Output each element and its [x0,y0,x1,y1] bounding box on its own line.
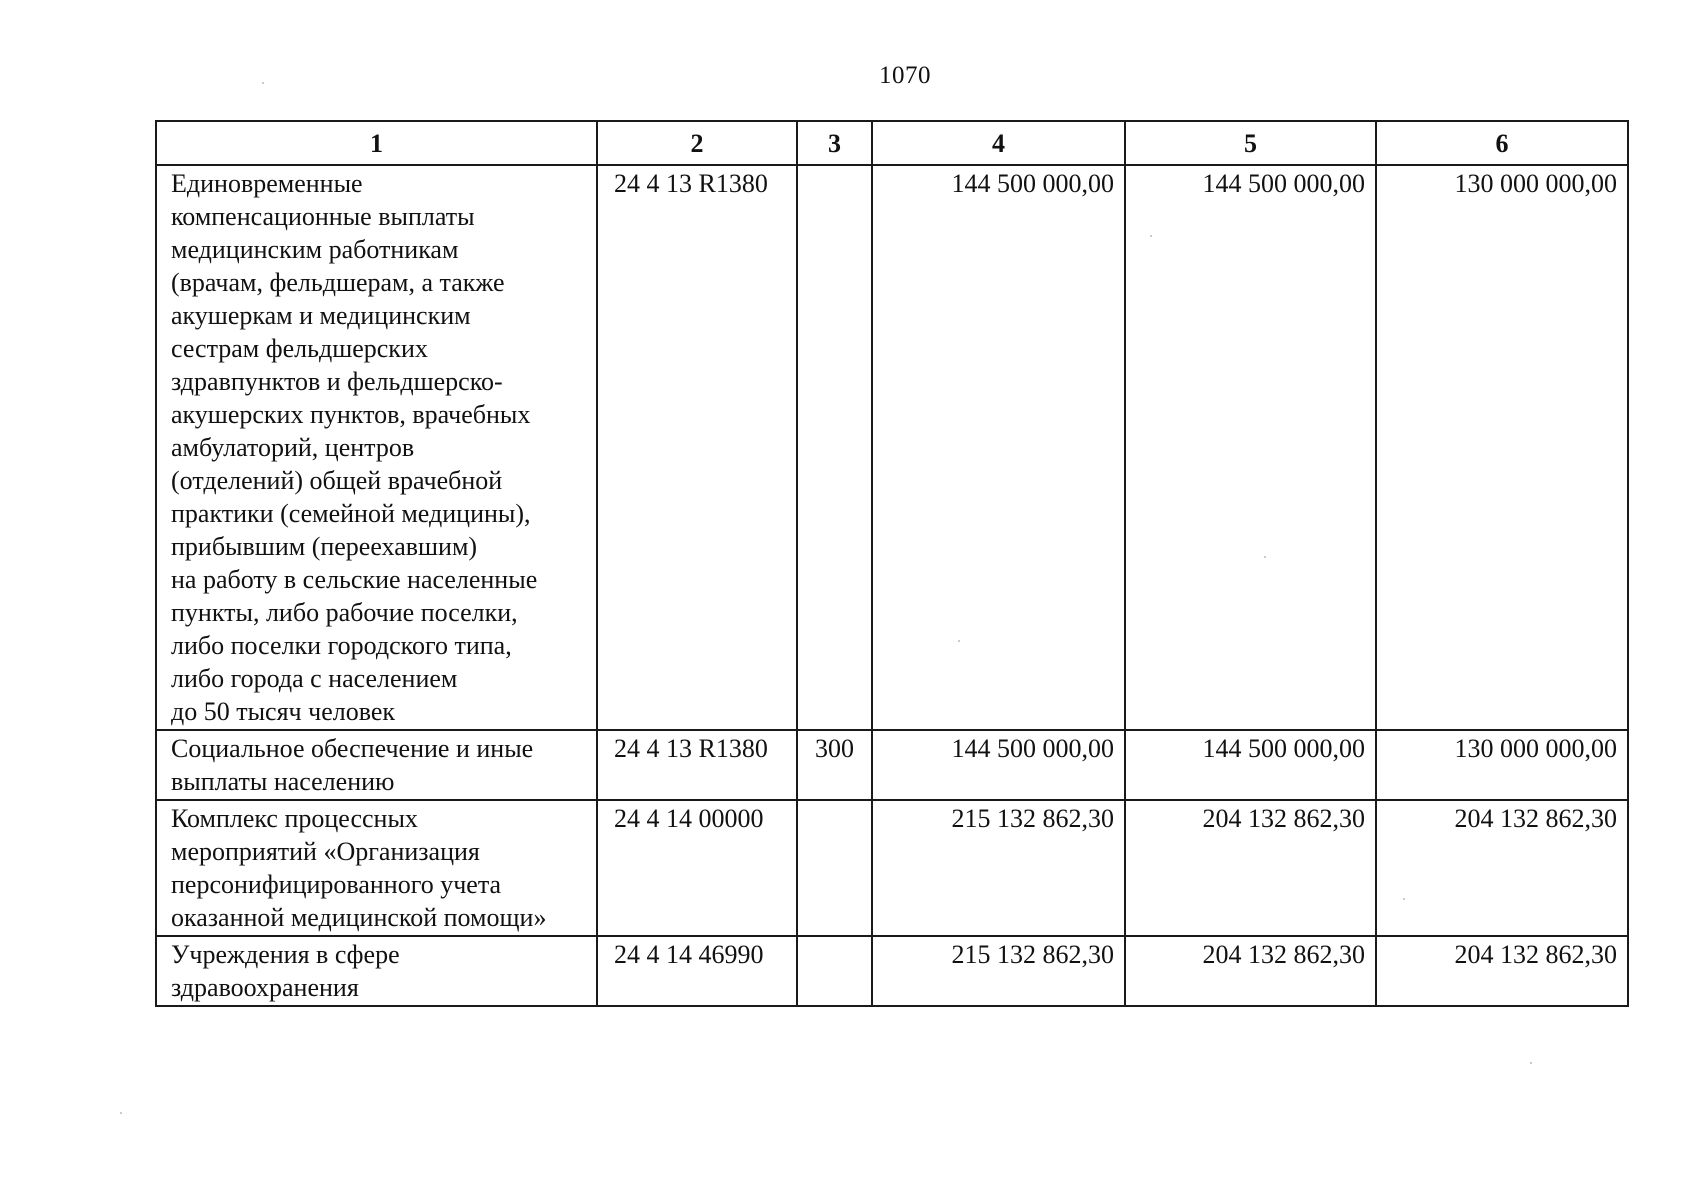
row-sum1: 144 500 000,00 [872,165,1125,730]
row-name: Единовременные компенсационные выплаты медицинским работникам (врачам, фельдшерам, а также акушеркам и медицинским сестрам фельдшерских здравпунктов и фельдшерско- акушерских пунктов, врачебных амбулаторий, центров (отделений) общей врачебной практики (семейной медицины), прибывшим (переехавшим) на работу в сельские населенные пункты, либо рабочие поселки, либо поселки городского типа, либо города с населением до 50 тысяч человек [156,165,597,730]
scan-speck [120,1112,122,1114]
row-sum2: 204 132 862,30 [1125,936,1376,1006]
row-code: 24 4 14 46990 [597,936,797,1006]
row-name: Учреждения в сфере здравоохранения [156,936,597,1006]
scan-speck [958,640,960,642]
row-sum2: 204 132 862,30 [1125,800,1376,936]
column-header-sum1: 4 [872,121,1125,165]
row-sum3: 130 000 000,00 [1376,165,1628,730]
column-header-kvr: 3 [797,121,872,165]
row-kvr [797,800,872,936]
scan-speck [1150,235,1152,237]
table-row [156,730,1628,800]
row-code: 24 4 13 R1380 [597,165,797,730]
budget-table [155,120,1629,1007]
row-name: Социальное обеспечение и иные выплаты населению [156,730,597,800]
row-sum3: 204 132 862,30 [1376,936,1628,1006]
row-sum1: 144 500 000,00 [872,730,1125,800]
row-sum2: 144 500 000,00 [1125,165,1376,730]
row-sum1: 215 132 862,30 [872,936,1125,1006]
column-header-sum3: 6 [1376,121,1628,165]
row-sum1: 215 132 862,30 [872,800,1125,936]
row-code: 24 4 14 00000 [597,800,797,936]
scan-speck [262,82,264,84]
row-code: 24 4 13 R1380 [597,730,797,800]
page-number: 1070 [879,62,931,89]
row-kvr: 300 [797,730,872,800]
row-sum3: 204 132 862,30 [1376,800,1628,936]
column-header-sum2: 5 [1125,121,1376,165]
row-kvr [797,165,872,730]
row-kvr [797,936,872,1006]
row-sum2: 144 500 000,00 [1125,730,1376,800]
scan-speck [1403,898,1405,900]
row-sum3: 130 000 000,00 [1376,730,1628,800]
row-name: Комплекс процессных мероприятий «Организация персонифицированного учета оказанной медицинской помощи» [156,800,597,936]
column-header-name: 1 [156,121,597,165]
scan-speck [1264,556,1266,558]
table-header-row [156,121,1628,165]
table-row [156,165,1628,730]
scan-speck [1530,1062,1532,1064]
column-header-code: 2 [597,121,797,165]
table-row [156,936,1628,1006]
table-row [156,800,1628,936]
